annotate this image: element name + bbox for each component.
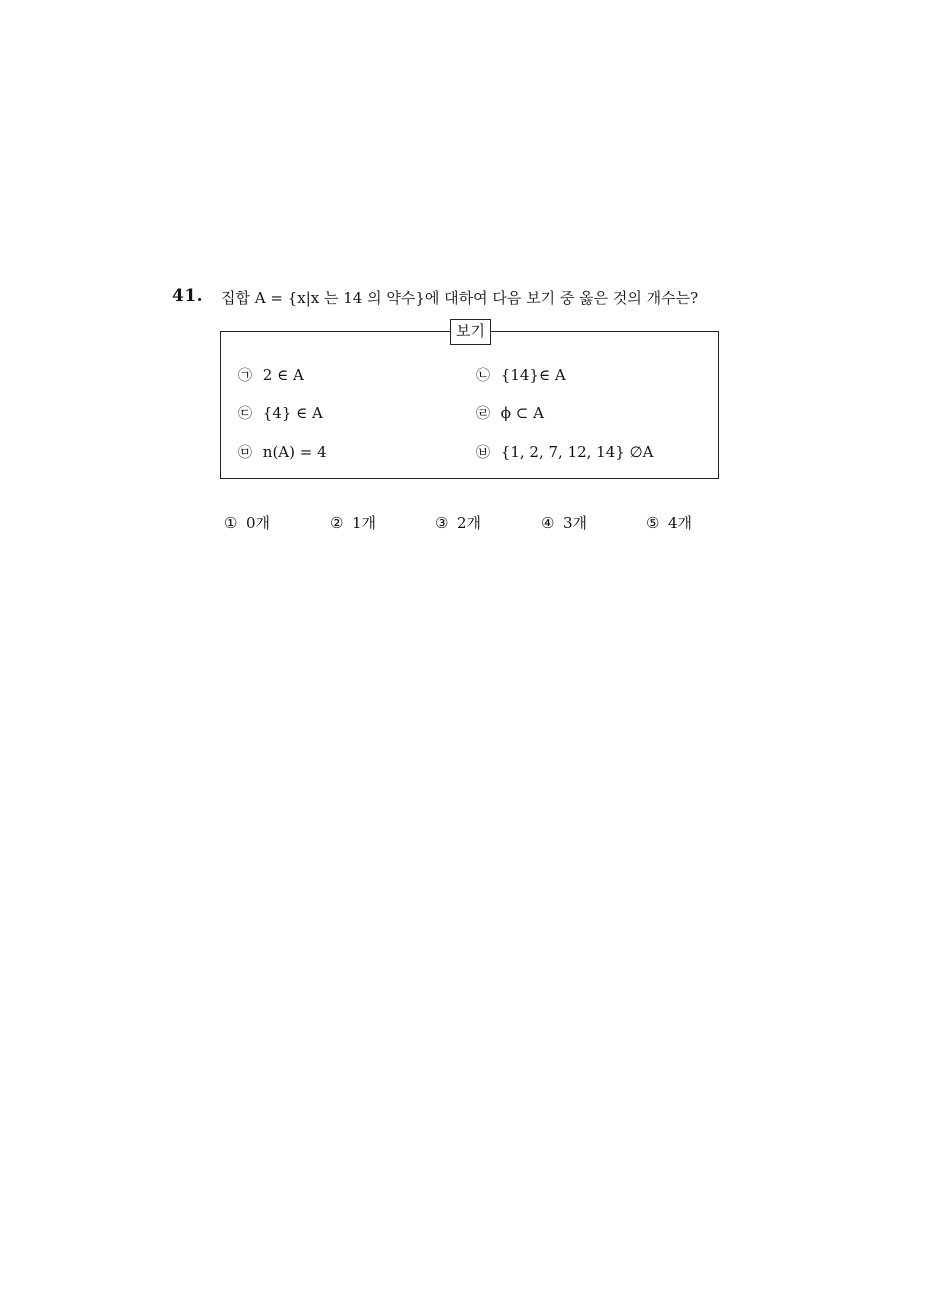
bogi-item-expression: 2 ∈ A <box>262 366 304 384</box>
bogi-item-expression: n(A) = 4 <box>262 443 327 461</box>
bogi-item <box>238 365 304 385</box>
bogi-item <box>476 365 566 385</box>
question-number: 41. <box>172 286 204 306</box>
choice-label: 3개 <box>563 514 588 532</box>
bogi-item <box>238 442 327 462</box>
choice-label: 0개 <box>246 514 271 532</box>
answer-choices <box>224 512 724 534</box>
bogi-item <box>238 403 323 423</box>
choice-label: 1개 <box>352 514 377 532</box>
bogi-item-marker: ㉥ <box>476 445 490 461</box>
choice-label: 2개 <box>457 514 482 532</box>
bogi-item-marker: ㉤ <box>238 445 252 461</box>
bogi-item-marker: ㉠ <box>238 368 252 384</box>
answer-choice-1[interactable] <box>224 512 270 533</box>
choice-number: ⑤ <box>646 514 660 532</box>
bogi-item-expression: ϕ ⊂ A <box>500 404 544 422</box>
answer-choice-3[interactable] <box>435 512 481 533</box>
answer-choice-5[interactable] <box>646 512 692 533</box>
choice-number: ① <box>224 514 238 532</box>
bogi-item <box>476 442 653 462</box>
bogi-title: 보기 <box>450 319 491 345</box>
bogi-item-marker: ㉣ <box>476 406 490 422</box>
bogi-item-expression: {14}∈ A <box>500 366 566 384</box>
choice-number: ② <box>330 514 344 532</box>
bogi-item-marker: ㉡ <box>476 368 490 384</box>
choice-label: 4개 <box>668 514 693 532</box>
answer-choice-2[interactable] <box>330 512 376 533</box>
answer-choice-4[interactable] <box>541 512 587 533</box>
bogi-item <box>476 403 544 423</box>
bogi-item-expression: {1, 2, 7, 12, 14} ∅A <box>500 443 654 461</box>
choice-number: ③ <box>435 514 449 532</box>
bogi-item-marker: ㉢ <box>238 406 252 422</box>
bogi-item-expression: {4} ∈ A <box>262 404 323 422</box>
question-text: 집합 A = {x|x 는 14 의 약수}에 대하여 다음 보기 중 옳은 것의 개수는? <box>221 289 699 307</box>
choice-number: ④ <box>541 514 555 532</box>
